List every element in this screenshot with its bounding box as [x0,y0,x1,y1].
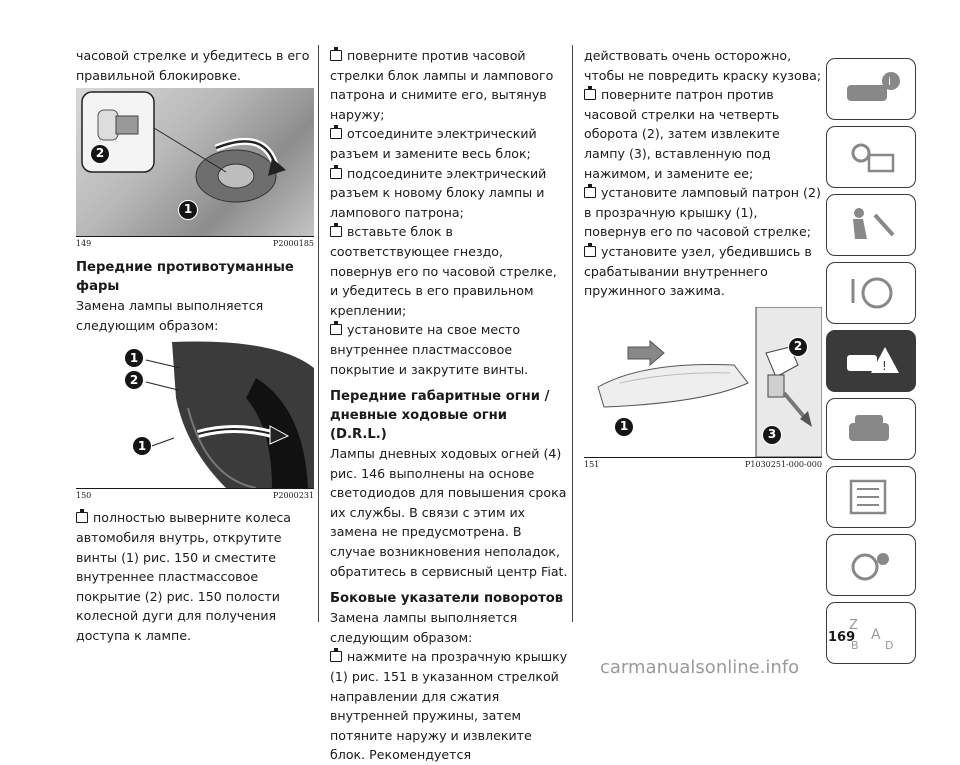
bullet-text: установите узел, убедившись в срабатывании внутреннего пружинного зажима. [584,243,812,299]
bullet-text: нажмите на прозрачную крышку (1) рис. 151 в указанном стрелкой направлении для сжатия внутренней пружины, затем потяните наружу и извлеките блок. Рекомендуется [330,649,568,763]
chapter-tabs [826,58,917,670]
watermark: carmanualsonline.info [600,657,800,678]
figure-code: P1030251-000-000 [745,459,822,469]
checkbox-bullet-icon [330,324,342,335]
figure-150 [76,338,314,489]
figure-151-caption [584,459,822,471]
wheel-arch-image [76,338,314,488]
checkbox-bullet-icon [584,246,596,257]
figure-149 [76,88,314,237]
tab-seat-safety[interactable] [826,194,916,256]
technical-data-icon [841,477,901,517]
callout-1: 1 [124,348,144,368]
figure-150-caption [76,490,314,502]
col1-intro: часовой стрелке и убедитесь в его правильной блокировке. [76,48,310,83]
callout-1: 1 [132,436,152,456]
bullet-text: поверните против часовой стрелки блок лампы и лампового патрона и снимите его, вытянув наружу; [330,48,554,122]
tab-car-service[interactable] [826,398,916,460]
callout-1: 1 [178,200,198,220]
bullet-item [330,320,568,379]
callout-1: 1 [614,417,634,437]
svg-text:A: A [871,627,881,643]
bullet-item [76,508,314,645]
car-service-icon [841,409,901,449]
car-info-icon [841,69,901,109]
bullet-text: установите на свое место внутреннее пластмассовое покрытие и закрутите винты. [330,322,529,377]
checkbox-bullet-icon [76,512,88,523]
col1-para: Замена лампы выполняется следующим образом: [76,298,264,333]
bullet-item [330,647,568,765]
tab-technical-data[interactable] [826,466,916,528]
bullet-text: подсоедините электрический разъем к новому блоку лампы и лампового патрона; [330,165,547,220]
figure-number: 150 [76,491,92,501]
bullet-text: полностью выверните колеса автомобиля внутрь, открутите винты (1) рис. 150 и сместите внутреннее пластмассовое покрытие (2) рис. 150 полости колесной дуги для получения доступа к лампе. [76,510,292,643]
figure-number: 149 [76,239,92,249]
figure-151 [584,307,822,458]
tab-warning-lights[interactable] [826,126,916,188]
bullet-text: установите ламповый патрон (2) в прозрачную крышку (1), повернув его по часовой стрелке; [584,185,821,240]
column-3 [584,46,822,471]
section-heading-fog-lights: Передние противотуманные фары [76,260,294,295]
section-heading-drl: Передние габаритные огни / дневные ходовые огни (D.R.L.) [330,389,550,443]
multimedia-icon [841,545,901,585]
checkbox-bullet-icon [330,128,342,139]
bullet-item [330,46,568,124]
figure-149-caption [76,238,314,250]
emergency-car-icon [841,341,901,381]
checkbox-bullet-icon [584,89,596,100]
column-1 [76,46,314,646]
col3-intro: действовать очень осторожно, чтобы не повредить краску кузова; [584,48,822,83]
svg-text:i: i [888,75,892,88]
figure-number: 151 [584,459,600,469]
column-2 [330,46,568,765]
tab-car-info[interactable] [826,58,916,120]
tab-emergency[interactable] [826,330,916,392]
section-heading-side-indicators: Боковые указатели поворотов [330,591,564,607]
callout-2: 2 [124,370,144,390]
bullet-item [584,85,822,183]
checkbox-bullet-icon [330,651,342,662]
bullet-text: поверните патрон против часовой стрелки на четверть оборота (2), затем извлеките лампу (3), вставленную под нажимом, и замените ее; [584,87,780,181]
warning-lights-icon [841,137,901,177]
checkbox-bullet-icon [330,50,342,61]
bullet-item [330,124,568,163]
callout-2: 2 [788,337,808,357]
svg-text:B: B [851,639,859,652]
seat-safety-icon [841,205,901,245]
bullet-item [330,222,568,320]
tab-steering-key[interactable] [826,262,916,324]
figure-code: P2000231 [272,491,314,501]
bullet-text: отсоедините электрический разъем и замените весь блок; [330,126,537,161]
checkbox-bullet-icon [584,187,596,198]
svg-text:D: D [885,639,894,652]
checkbox-bullet-icon [330,168,342,179]
col2-para2: Замена лампы выполняется следующим образом: [330,610,518,645]
svg-text:Z: Z [849,618,858,633]
col2-para1: Лампы дневных ходовых огней (4) рис. 146 выполнены на основе светодиодов для повышения срока их службы. В связи с этим их замена не предусмотрена. В случае возникновения неполадок, обратитесь в сервисный центр Fiat. [330,446,568,579]
bullet-item [584,242,822,301]
tab-multimedia[interactable] [826,534,916,596]
callout-3: 3 [762,425,782,445]
svg-text:!: ! [882,359,887,373]
bullet-item [584,183,822,242]
figure-code: P2000185 [272,239,314,249]
column-divider [572,45,573,622]
steering-key-icon [841,273,901,313]
callout-2: 2 [90,144,110,164]
page-number: 169 [828,630,856,645]
bullet-text: вставьте блок в соответствующее гнездо, повернув его по часовой стрелке, и убедитесь в его правильном креплении; [330,224,557,318]
column-divider [318,45,319,622]
checkbox-bullet-icon [330,226,342,237]
bullet-item [330,164,568,223]
